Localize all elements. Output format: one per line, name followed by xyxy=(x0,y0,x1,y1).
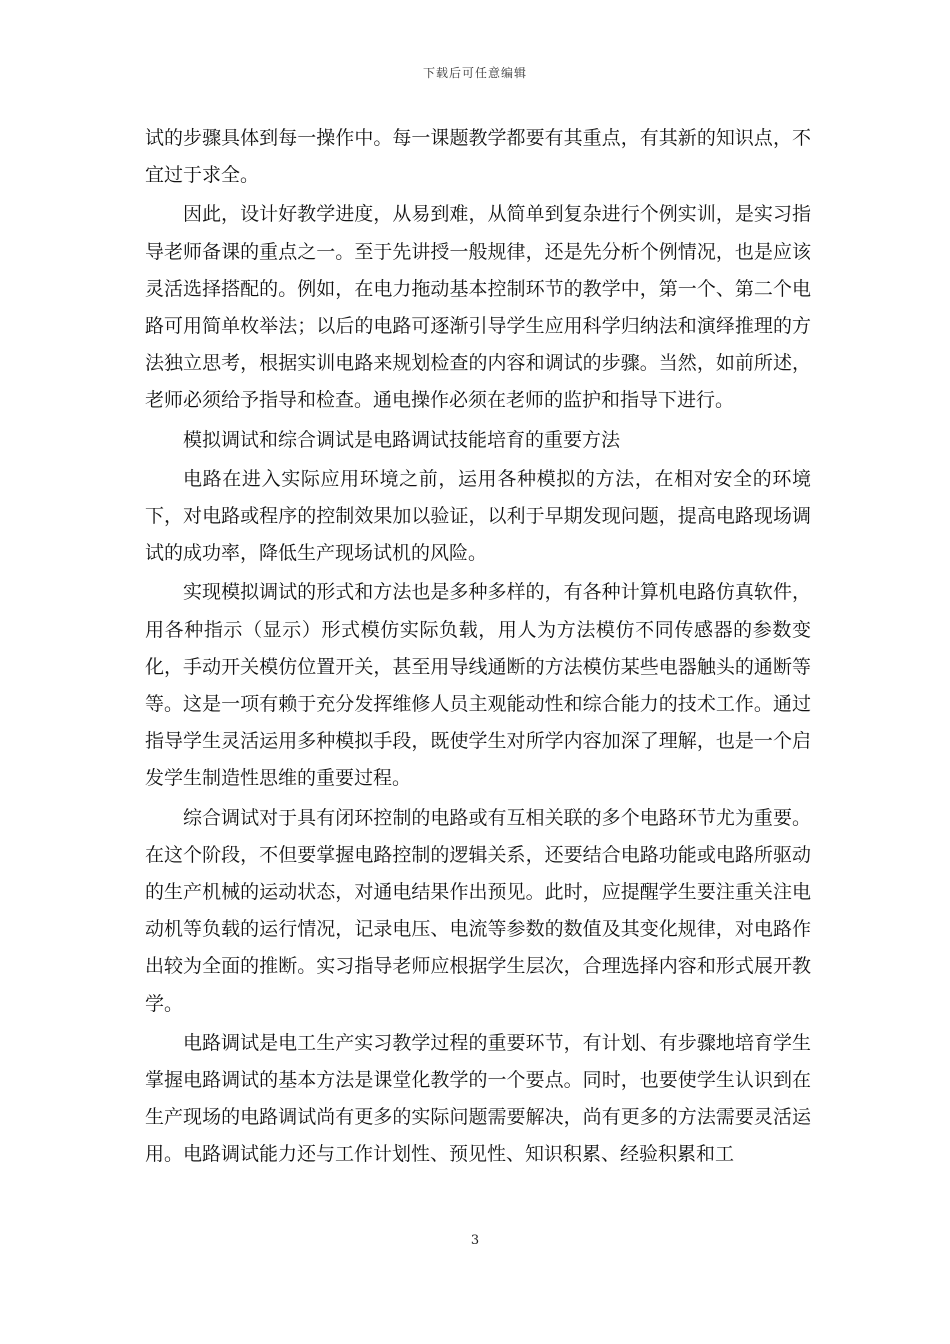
section-heading: 模拟调试和综合调试是电路调试技能培育的重要方法 xyxy=(183,428,621,451)
document-body xyxy=(145,120,811,1176)
paragraph-simulation-intro: 电路在进入实际应用环境之前，运用各种模拟的方法，在相对安全的环境下，对电路或程序的控制效果加以验证，以利于早期发现问题，提高电路现场调试的成功率，降低生产现场试机的风险。 xyxy=(145,467,811,565)
paragraph-continuation: 试的步骤具体到每一操作中。每一课题教学都要有其重点，有其新的知识点，不宜过于求全。 xyxy=(145,127,811,187)
page-number: 3 xyxy=(470,1233,480,1248)
paragraph-conclusion: 电路调试是电工生产实习教学过程的重要环节，有计划、有步骤地培育学生掌握电路调试的基本方法是课堂化教学的一个要点。同时，也要使学生认识到在生产现场的电路调试尚有更多的实际问题需要解决，尚有更多的方法需要灵活运用。电路调试能力还与工作计划性、预见性、知识积累、经验积累和工 xyxy=(145,1031,811,1166)
paragraph-teaching-progress: 因此，设计好教学进度，从易到难，从简单到复杂进行个例实训，是实习指导老师备课的重点之一。至于先讲授一般规律，还是先分析个例情况，也是应该灵活选择搭配的。例如，在电力拖动基本控制环节的教学中，第一个、第二个电路可用简单枚举法；以后的电路可逐渐引导学生应用科学归纳法和演绎推理的方法独立思考，根据实训电路来规划检查的内容和调试的步骤。当然，如前所述，老师必须给予指导和检查。通电操作必须在老师的监护和指导下进行。 xyxy=(145,203,811,412)
paragraph-simulation-methods: 实现模拟调试的形式和方法也是多种多样的，有各种计算机电路仿真软件，用各种指示（显示）形式模仿实际负载，用人为方法模仿不同传感器的参数变化，手动开关模仿位置开关，甚至用导线通断的方法模仿某些电器触头的通断等等。这是一项有赖于充分发挥维修人员主观能动性和综合能力的技术工作。通过指导学生灵活运用多种模拟手段，既使学生对所学内容加深了理解，也是一个启发学生制造性思维的重要过程。 xyxy=(145,581,811,790)
page-header: 下载后可任意编辑 xyxy=(422,66,527,80)
paragraph-integrated-debugging: 综合调试对于具有闭环控制的电路或有互相关联的多个电路环节尤为重要。在这个阶段，不但要掌握电路控制的逻辑关系，还要结合电路功能或电路所驱动的生产机械的运动状态，对通电结果作出预见。此时，应提醒学生要注重关注电动机等负载的运行情况，记录电压、电流等参数的数值及其变化规律，对电路作出较为全面的推断。实习指导老师应根据学生层次，合理选择内容和形式展开教学。 xyxy=(145,806,811,1015)
